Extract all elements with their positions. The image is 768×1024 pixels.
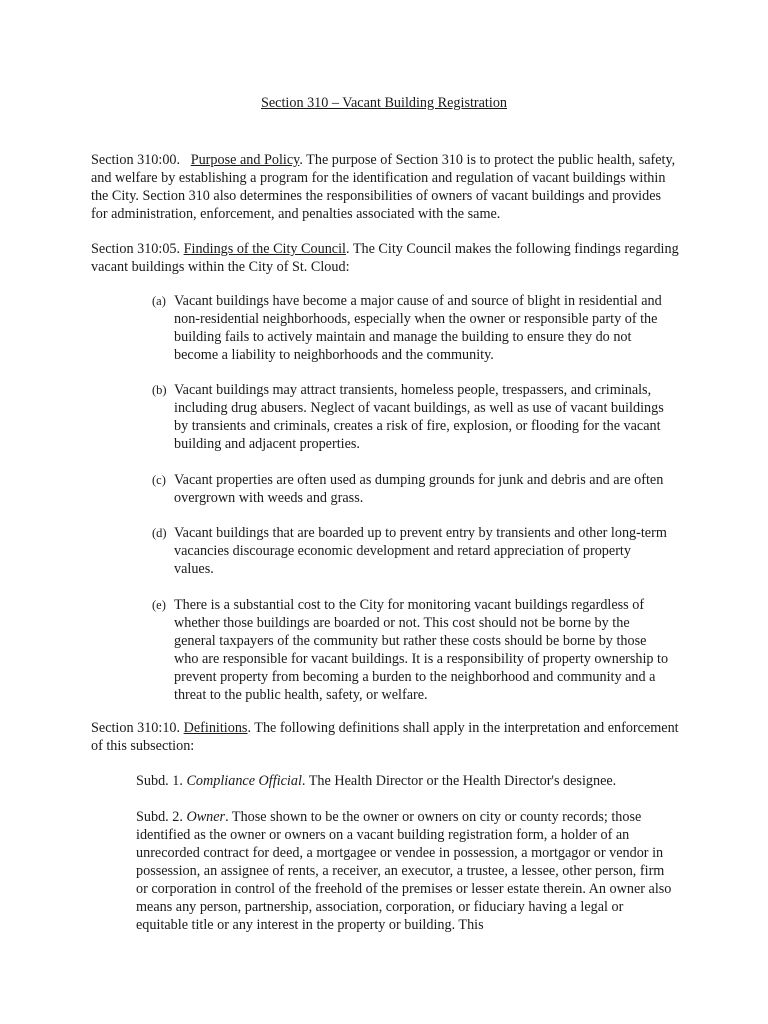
- section-label: Section 310:10.: [91, 720, 181, 736]
- defined-term: Compliance Official: [186, 773, 302, 789]
- finding-label: (d): [152, 526, 167, 540]
- section-heading: Purpose and Policy: [190, 152, 300, 168]
- section-heading: Findings of the City Council: [183, 241, 346, 257]
- section-text: . The purpose of Section 310 is to protect the public health, safety, and welfare by establishing a program for the identification and regulation of vacant buildings within the City. Section 310 also determines the responsibilities of owners of vacant buildings and provides for administration, enforcement, and penalties associated with the same.: [91, 152, 676, 222]
- finding-label: (e): [152, 598, 166, 612]
- finding-text: There is a substantial cost to the City for monitoring vacant buildings regardless of whether those buildings are boarded or not. This cost should not be borne by the general taxpayers of the community but rather these costs should be borne by those who are responsible for vacant buildings. It is a responsibility of property ownership to prevent property from becoming a burden to the neighborhood and community and a threat to the public health, safety, or welfare.: [174, 597, 669, 703]
- document-title-text: Section 310 – Vacant Building Registration: [260, 95, 508, 111]
- section-310-00-paragraph: [91, 151, 681, 223]
- section-310-05-paragraph: [91, 240, 681, 276]
- definition-text: . The Health Director or the Health Director's designee.: [301, 773, 617, 789]
- definition-text: . Those shown to be the owner or owners on city or county records; those identified as the owner or owners on a vacant building registration form, a holder of an unrecorded contract for deed, a mortgagee or vendee in possession, a mortgagor or vendor in possession, an assignee of rents, a receiver, an executor, a trustee, a lessee, other person, firm or corporation in control of the freehold of the premises or lesser estate therein. An owner also means any person, partnership, association, corporation, or fiduciary having a legal or equitable title or any interest in the property or building. This: [136, 809, 672, 933]
- finding-text: Vacant properties are often used as dumping grounds for junk and debris and are often overgrown with weeds and grass.: [174, 472, 664, 506]
- section-label: Section 310:05.: [91, 241, 181, 257]
- finding-label: (c): [152, 473, 166, 487]
- finding-label: (a): [152, 294, 166, 308]
- finding-text: Vacant buildings have become a major cause of and source of blight in residential and non-residential neighborhoods, especially when the owner or responsible party of the building fails to actively maintain and manage the building to ensure they do not become a liability to neighborhoods and the community.: [174, 293, 662, 363]
- section-text: . The following definitions shall apply in the interpretation and enforcement of this subsection:: [91, 720, 679, 754]
- document-title: [0, 94, 768, 112]
- finding-label: (b): [152, 383, 167, 397]
- subdivision-1: [136, 772, 676, 790]
- section-heading: Definitions: [183, 720, 248, 736]
- section-label: Section 310:00.: [91, 152, 181, 168]
- section-text: . The City Council makes the following findings regarding vacant buildings within the City of St. Cloud:: [91, 241, 679, 275]
- subdivision-label: Subd. 2.: [136, 809, 183, 825]
- subdivision-label: Subd. 1.: [136, 773, 183, 789]
- finding-text: Vacant buildings that are boarded up to prevent entry by transients and other long-term vacancies discourage economic development and retard appreciation of property values.: [174, 525, 667, 577]
- defined-term: Owner: [186, 809, 226, 825]
- subdivision-2: [136, 808, 676, 934]
- finding-text: Vacant buildings may attract transients, homeless people, trespassers, and criminals, including drug abusers. Neglect of vacant buildings, as well as use of vacant buildings by transients and criminals, creates a risk of fire, explosion, or flooding for the vacant building and adjacent properties.: [174, 382, 664, 452]
- section-310-10-paragraph: [91, 719, 681, 755]
